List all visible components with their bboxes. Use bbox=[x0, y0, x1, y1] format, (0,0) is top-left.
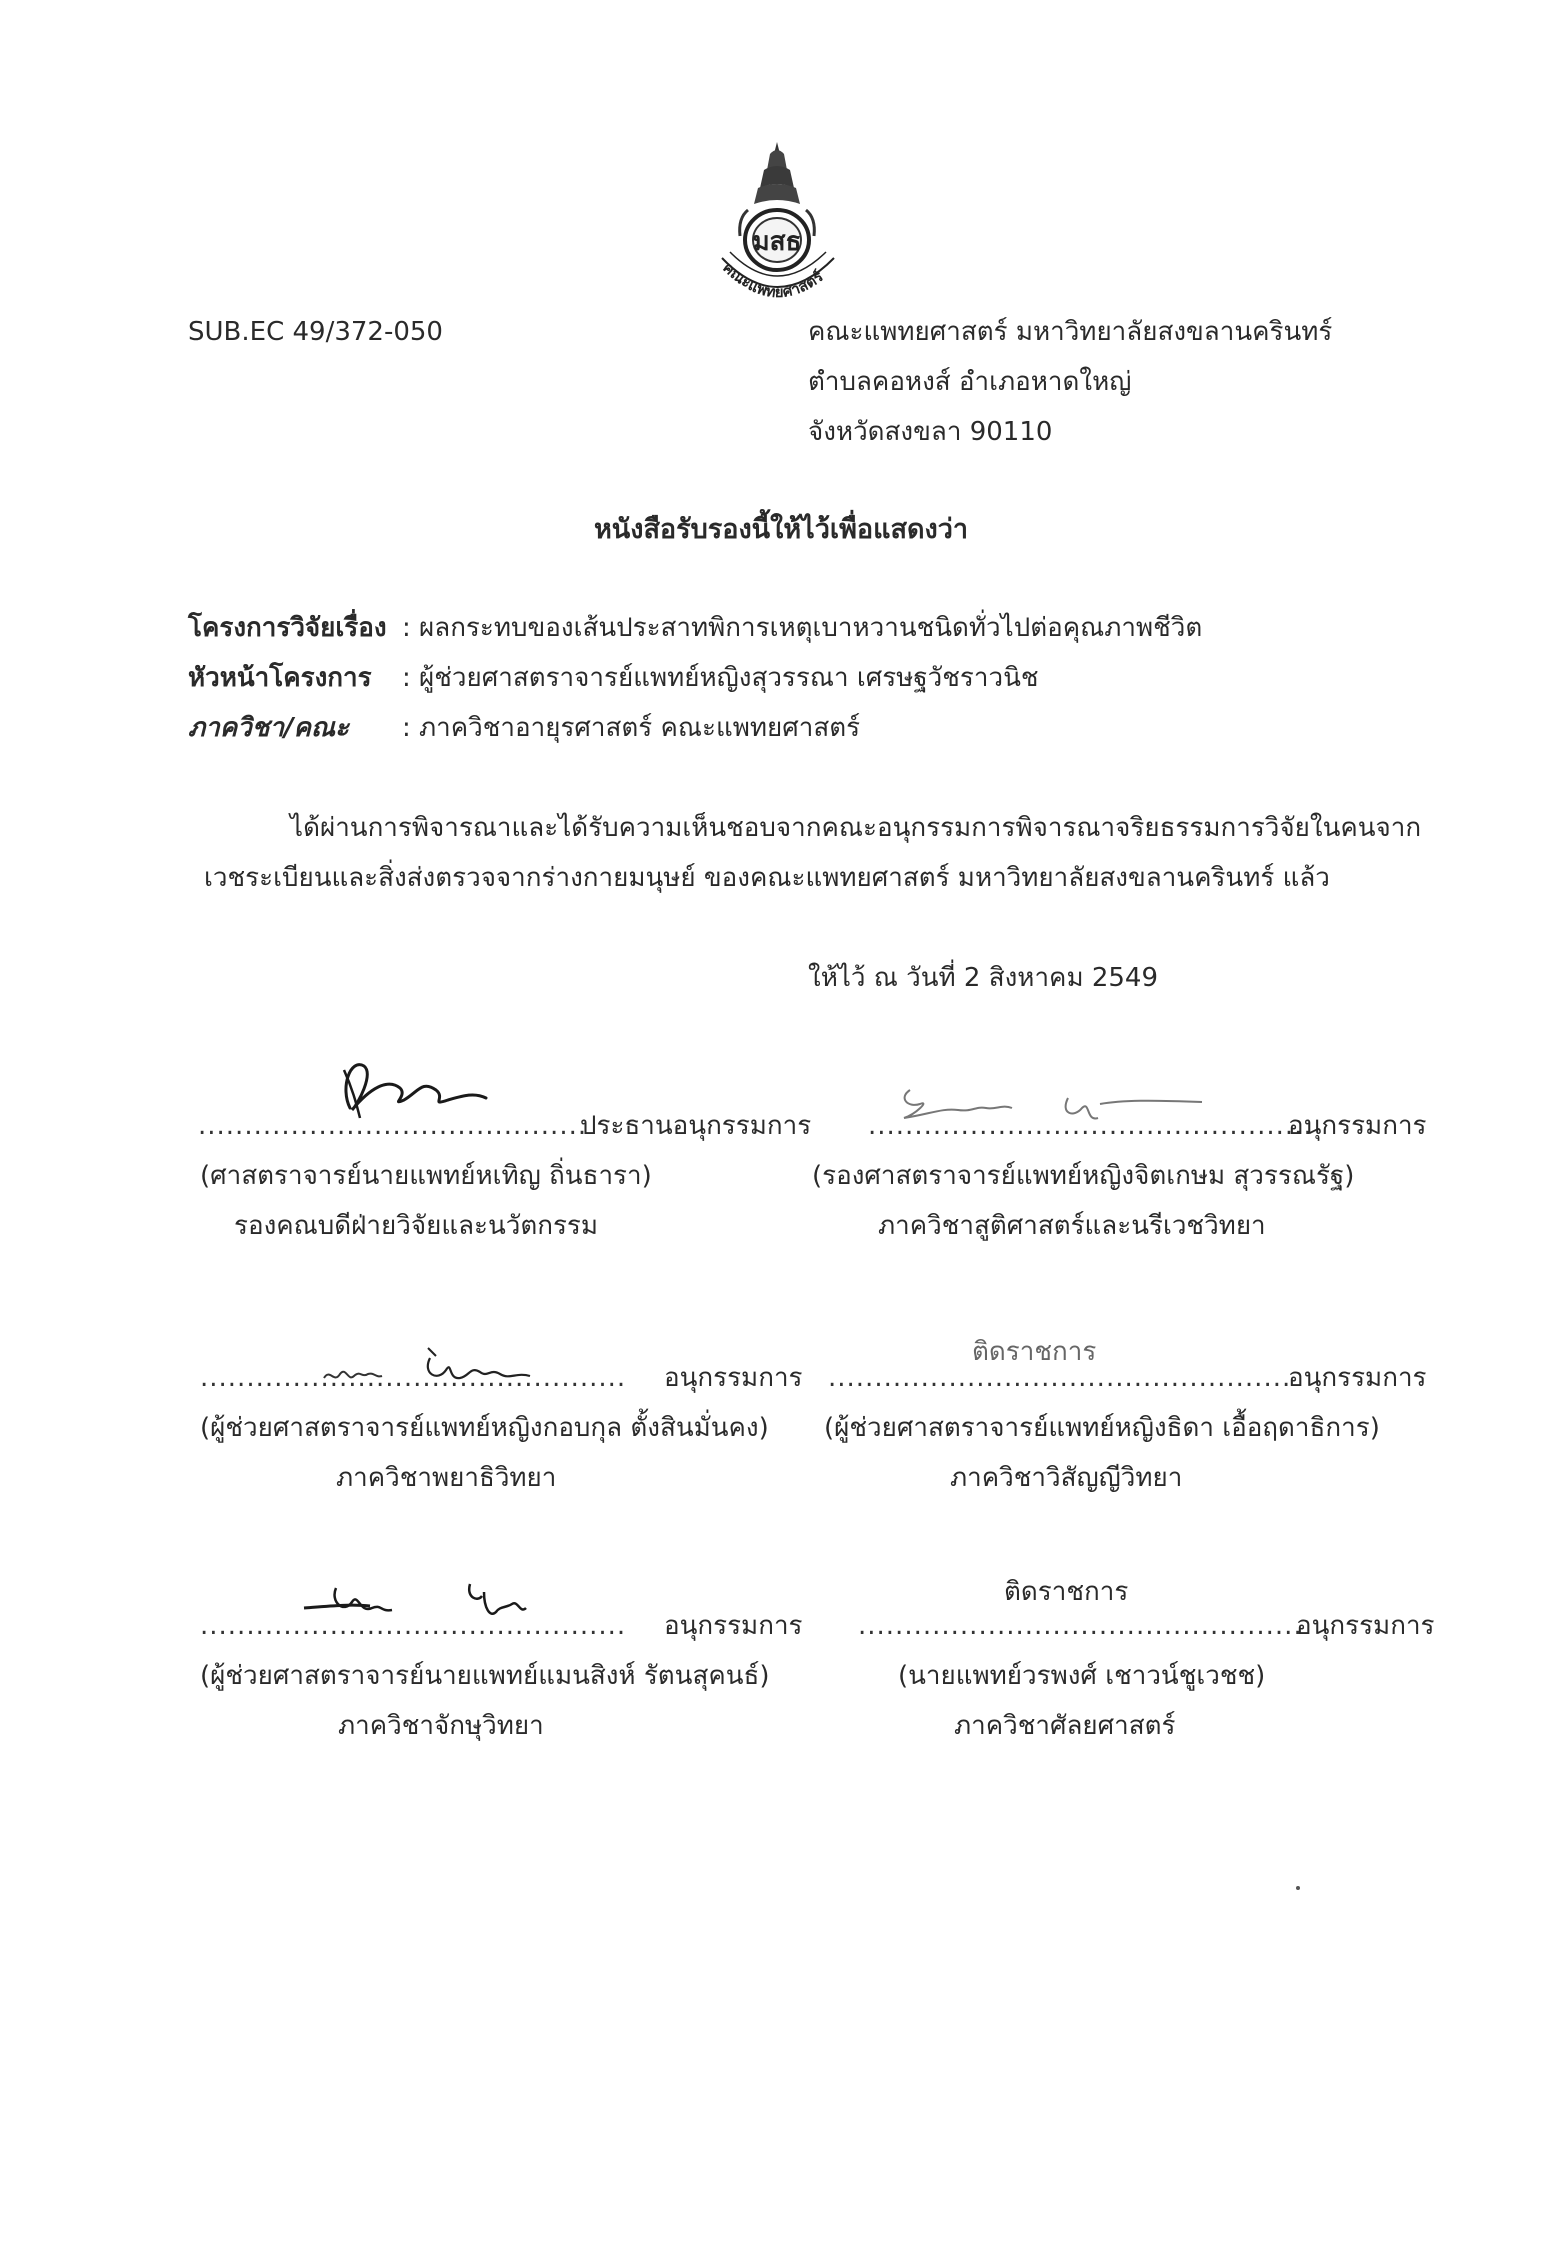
certificate-title: หนังสือรับรองนี้ให้ไว้เพื่อแสดงว่า bbox=[594, 514, 969, 545]
signatory-4-name: (ผู้ช่วยศาสตราจารย์แพทย์หญิงธิดา เอื้อฤดาธิการ) bbox=[824, 1413, 1380, 1443]
leader-value: : ผู้ช่วยศาสตราจารย์แพทย์หญิงสุวรรณา เศรษฐวัชราวนิช bbox=[402, 663, 1039, 693]
signatory-6-position: ภาควิชาศัลยศาสตร์ bbox=[954, 1711, 1176, 1741]
reference-number: SUB.EC 49/372-050 bbox=[188, 317, 443, 347]
project-value: : ผลกระทบของเส้นประสาทพิการเหตุเบาหวานชนิดทั่วไปต่อคุณภาพชีวิต bbox=[402, 613, 1203, 643]
signatory-4-position: ภาควิชาวิสัญญีวิทยา bbox=[950, 1463, 1183, 1493]
signatory-1-name: (ศาสตราจารย์นายแพทย์หเทิญ ถิ่นธารา) bbox=[200, 1161, 652, 1191]
signature-line-3: .............................................. bbox=[200, 1363, 627, 1393]
signatory-5-role: อนุกรรมการ bbox=[664, 1611, 803, 1641]
institution-name: คณะแพทยศาสตร์ มหาวิทยาลัยสงขลานครินทร์ bbox=[808, 317, 1333, 347]
body-line-1: ได้ผ่านการพิจารณาและได้รับความเห็นชอบจากคณะอนุกรรมการพิจารณาจริยธรรมการวิจัยในคนจาก bbox=[290, 813, 1422, 843]
signature-line-5: .............................................. bbox=[200, 1611, 627, 1641]
leader-label: หัวหน้าโครงการ bbox=[188, 663, 372, 693]
signatory-6-role: อนุกรรมการ bbox=[1296, 1611, 1435, 1641]
department-value: : ภาควิชาอายุรศาสตร์ คณะแพทยศาสตร์ bbox=[402, 713, 861, 743]
signature-line-2: ................................................ bbox=[868, 1111, 1313, 1141]
signatory-1-position: รองคณบดีฝ่ายวิจัยและนวัตกรรม bbox=[234, 1211, 599, 1241]
department-label: ภาควิชา/คณะ bbox=[188, 713, 349, 743]
signatory-2-role: อนุกรรมการ bbox=[1288, 1111, 1427, 1141]
svg-text:คณะแพทยศาสตร์: คณะแพทยศาสตร์ bbox=[719, 258, 827, 302]
signatory-6-note: ติดราชการ bbox=[1004, 1577, 1129, 1607]
university-seal-icon bbox=[708, 140, 846, 308]
signatory-3-role: อนุกรรมการ bbox=[664, 1363, 803, 1393]
signature-line-6: ................................................ bbox=[858, 1611, 1303, 1641]
signatory-4-role: อนุกรรมการ bbox=[1288, 1363, 1427, 1393]
signatory-3-position: ภาควิชาพยาธิวิทยา bbox=[336, 1463, 557, 1493]
signatory-2-name: (รองศาสตราจารย์แพทย์หญิงจิตเกษม สุวรรณรัฐ) bbox=[812, 1161, 1355, 1191]
project-label: โครงการวิจัยเรื่อง bbox=[188, 613, 387, 643]
signature-line-4: .................................................. bbox=[828, 1363, 1292, 1393]
signatory-1-role: ประธานอนุกรรมการ bbox=[580, 1111, 812, 1141]
svg-text:มสธ: มสธ bbox=[752, 227, 802, 257]
signature-line-1: .......................................... bbox=[198, 1111, 588, 1141]
body-line-2: เวชระเบียนและสิ่งส่งตรวจจากร่างกายมนุษย์ ของคณะแพทยศาสตร์ มหาวิทยาลัยสงขลานครินทร์ แล้ว bbox=[204, 863, 1330, 893]
signatory-4-note: ติดราชการ bbox=[972, 1337, 1097, 1367]
signatory-5-position: ภาควิชาจักษุวิทยา bbox=[338, 1711, 544, 1741]
signatory-6-name: (นายแพทย์วรพงศ์ เชาวน์ชูเวชช) bbox=[898, 1661, 1266, 1691]
issue-date: ให้ไว้ ณ วันที่ 2 สิงหาคม 2549 bbox=[808, 963, 1159, 993]
scan-speck bbox=[1296, 1886, 1300, 1890]
signatory-2-position: ภาควิชาสูติศาสตร์และนรีเวชวิทยา bbox=[878, 1211, 1266, 1241]
institution-address: ตำบลคอหงส์ อำเภอหาดใหญ่ bbox=[808, 367, 1132, 397]
signatory-3-name: (ผู้ช่วยศาสตราจารย์แพทย์หญิงกอบกุล ตั้งสินมั่นคง) bbox=[200, 1413, 769, 1443]
signatory-5-name: (ผู้ช่วยศาสตราจารย์นายแพทย์แมนสิงห์ รัตนสุคนธ์) bbox=[200, 1661, 770, 1691]
institution-province: จังหวัดสงขลา 90110 bbox=[808, 417, 1053, 447]
